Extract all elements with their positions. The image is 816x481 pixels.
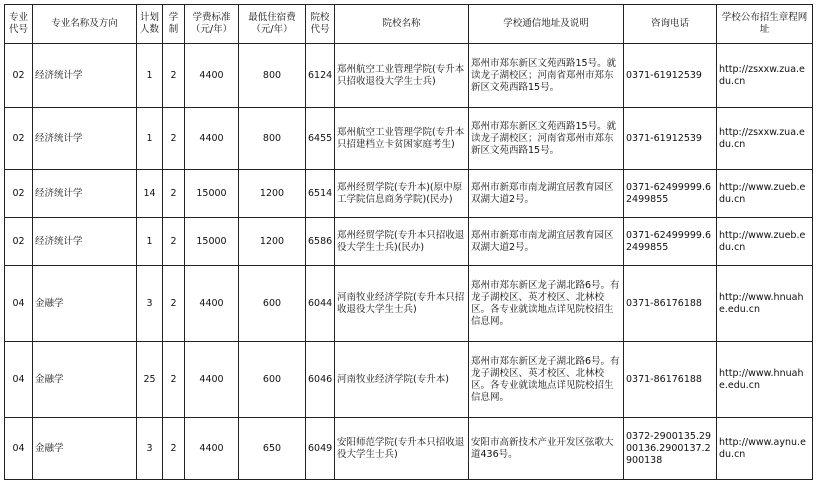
header-phone: 咨询电话	[624, 5, 717, 44]
cell-code: 04	[5, 266, 33, 342]
header-plan: 计划人数	[137, 5, 163, 44]
cell-address: 郑州市郑东新区文苑西路15号。就读龙子湖校区；河南省郑州市郑东新区文苑西路15号。	[469, 44, 624, 108]
cell-code: 02	[5, 218, 33, 266]
cell-website[interactable]: http://www.zueb.edu.cn	[717, 170, 813, 218]
cell-school-code: 6514	[306, 170, 335, 218]
cell-school-name: 河南牧业经济学院(专升本只招收退役大学生士兵)	[335, 266, 469, 342]
admissions-table-container	[4, 4, 813, 480]
cell-plan: 3	[137, 266, 163, 342]
header-address: 学校通信地址及说明	[469, 5, 624, 44]
cell-phone: 0371-62499999.62499855	[624, 218, 717, 266]
cell-school-name: 安阳师范学院(专升本只招收退役大学生士兵)	[335, 418, 469, 480]
cell-tuition: 4400	[185, 44, 239, 108]
cell-dorm: 600	[239, 266, 306, 342]
cell-phone: 0372-2900135.2900136.2900137.2900138	[624, 418, 717, 480]
cell-phone: 0371-86176188	[624, 266, 717, 342]
admissions-table	[4, 4, 813, 480]
cell-phone: 0371-61912539	[624, 108, 717, 170]
cell-years: 2	[163, 218, 185, 266]
cell-years: 2	[163, 170, 185, 218]
cell-plan: 3	[137, 418, 163, 480]
cell-school-code: 6586	[306, 218, 335, 266]
cell-school-name: 郑州经贸学院(专升本)(原中原工学院信息商务学院)(民办)	[335, 170, 469, 218]
header-dorm: 最低住宿费（元/年）	[239, 5, 306, 44]
cell-website[interactable]: http://www.hnuahe.edu.cn	[717, 266, 813, 342]
cell-school-code: 6124	[306, 44, 335, 108]
header-tuition: 学费标准（元/年）	[185, 5, 239, 44]
cell-plan: 25	[137, 342, 163, 418]
cell-plan: 1	[137, 44, 163, 108]
cell-dorm: 600	[239, 342, 306, 418]
cell-major: 金融学	[33, 342, 137, 418]
cell-major: 经济统计学	[33, 170, 137, 218]
header-years: 学制	[163, 5, 185, 44]
cell-school-code: 6046	[306, 342, 335, 418]
cell-major: 经济统计学	[33, 108, 137, 170]
cell-code: 02	[5, 170, 33, 218]
cell-phone: 0371-61912539	[624, 44, 717, 108]
table-row	[5, 170, 813, 218]
cell-phone: 0371-62499999.62499855	[624, 170, 717, 218]
cell-address: 安阳市高新技术产业开发区弦歌大道436号。	[469, 418, 624, 480]
cell-website[interactable]: http://zsxxw.zua.edu.cn	[717, 108, 813, 170]
cell-code: 02	[5, 44, 33, 108]
table-row	[5, 44, 813, 108]
cell-tuition: 4400	[185, 108, 239, 170]
cell-address: 郑州市新郑市南龙湖宜居教育园区双湖大道2号。	[469, 170, 624, 218]
cell-address: 郑州市郑东新区文苑西路15号。就读龙子湖校区；河南省郑州市郑东新区文苑西路15号。	[469, 108, 624, 170]
cell-years: 2	[163, 342, 185, 418]
cell-tuition: 15000	[185, 218, 239, 266]
cell-school-name: 郑州航空工业管理学院(专升本只招收退役大学生士兵)	[335, 44, 469, 108]
cell-school-code: 6044	[306, 266, 335, 342]
cell-code: 02	[5, 108, 33, 170]
header-school-code: 院校代号	[306, 5, 335, 44]
header-website: 学校公布招生章程网址	[717, 5, 813, 44]
cell-code: 04	[5, 342, 33, 418]
cell-tuition: 15000	[185, 170, 239, 218]
cell-dorm: 1200	[239, 170, 306, 218]
cell-address: 郑州市郑东新区龙子湖北路6号。有龙子湖校区、英才校区、北林校区。各专业就读地点详见院校招生信息网。	[469, 266, 624, 342]
header-school-name: 院校名称	[335, 5, 469, 44]
cell-phone: 0371-86176188	[624, 342, 717, 418]
cell-school-name: 河南牧业经济学院(专升本)	[335, 342, 469, 418]
table-row	[5, 418, 813, 480]
table-row	[5, 266, 813, 342]
cell-major: 经济统计学	[33, 218, 137, 266]
cell-years: 2	[163, 266, 185, 342]
cell-plan: 14	[137, 170, 163, 218]
cell-years: 2	[163, 418, 185, 480]
cell-school-name: 郑州经贸学院(专升本只招收退役大学生士兵)(民办)	[335, 218, 469, 266]
cell-website[interactable]: http://www.zueb.edu.cn	[717, 218, 813, 266]
cell-dorm: 650	[239, 418, 306, 480]
cell-school-name: 郑州航空工业管理学院(专升本只招建档立卡贫困家庭考生)	[335, 108, 469, 170]
cell-dorm: 800	[239, 44, 306, 108]
cell-major: 金融学	[33, 418, 137, 480]
header-major: 专业名称及方向	[33, 5, 137, 44]
cell-tuition: 4400	[185, 342, 239, 418]
cell-address: 郑州市新郑市南龙湖宜居教育园区双湖大道2号。	[469, 218, 624, 266]
cell-code: 04	[5, 418, 33, 480]
cell-plan: 1	[137, 218, 163, 266]
cell-website[interactable]: http://zsxxw.zua.edu.cn	[717, 44, 813, 108]
cell-major: 经济统计学	[33, 44, 137, 108]
cell-years: 2	[163, 44, 185, 108]
cell-major: 金融学	[33, 266, 137, 342]
cell-years: 2	[163, 108, 185, 170]
cell-dorm: 1200	[239, 218, 306, 266]
cell-tuition: 4400	[185, 266, 239, 342]
cell-address: 郑州市郑东新区龙子湖北路6号。有龙子湖校区、英才校区、北林校区。各专业就读地点详见院校招生信息网。	[469, 342, 624, 418]
cell-website[interactable]: http://www.hnuahe.edu.cn	[717, 342, 813, 418]
cell-dorm: 800	[239, 108, 306, 170]
cell-website[interactable]: http://www.aynu.edu.cn	[717, 418, 813, 480]
table-row	[5, 108, 813, 170]
header-row	[5, 5, 813, 44]
header-code: 专业代号	[5, 5, 33, 44]
cell-school-code: 6455	[306, 108, 335, 170]
table-row	[5, 218, 813, 266]
table-row	[5, 342, 813, 418]
cell-school-code: 6049	[306, 418, 335, 480]
cell-tuition: 4400	[185, 418, 239, 480]
cell-plan: 1	[137, 108, 163, 170]
